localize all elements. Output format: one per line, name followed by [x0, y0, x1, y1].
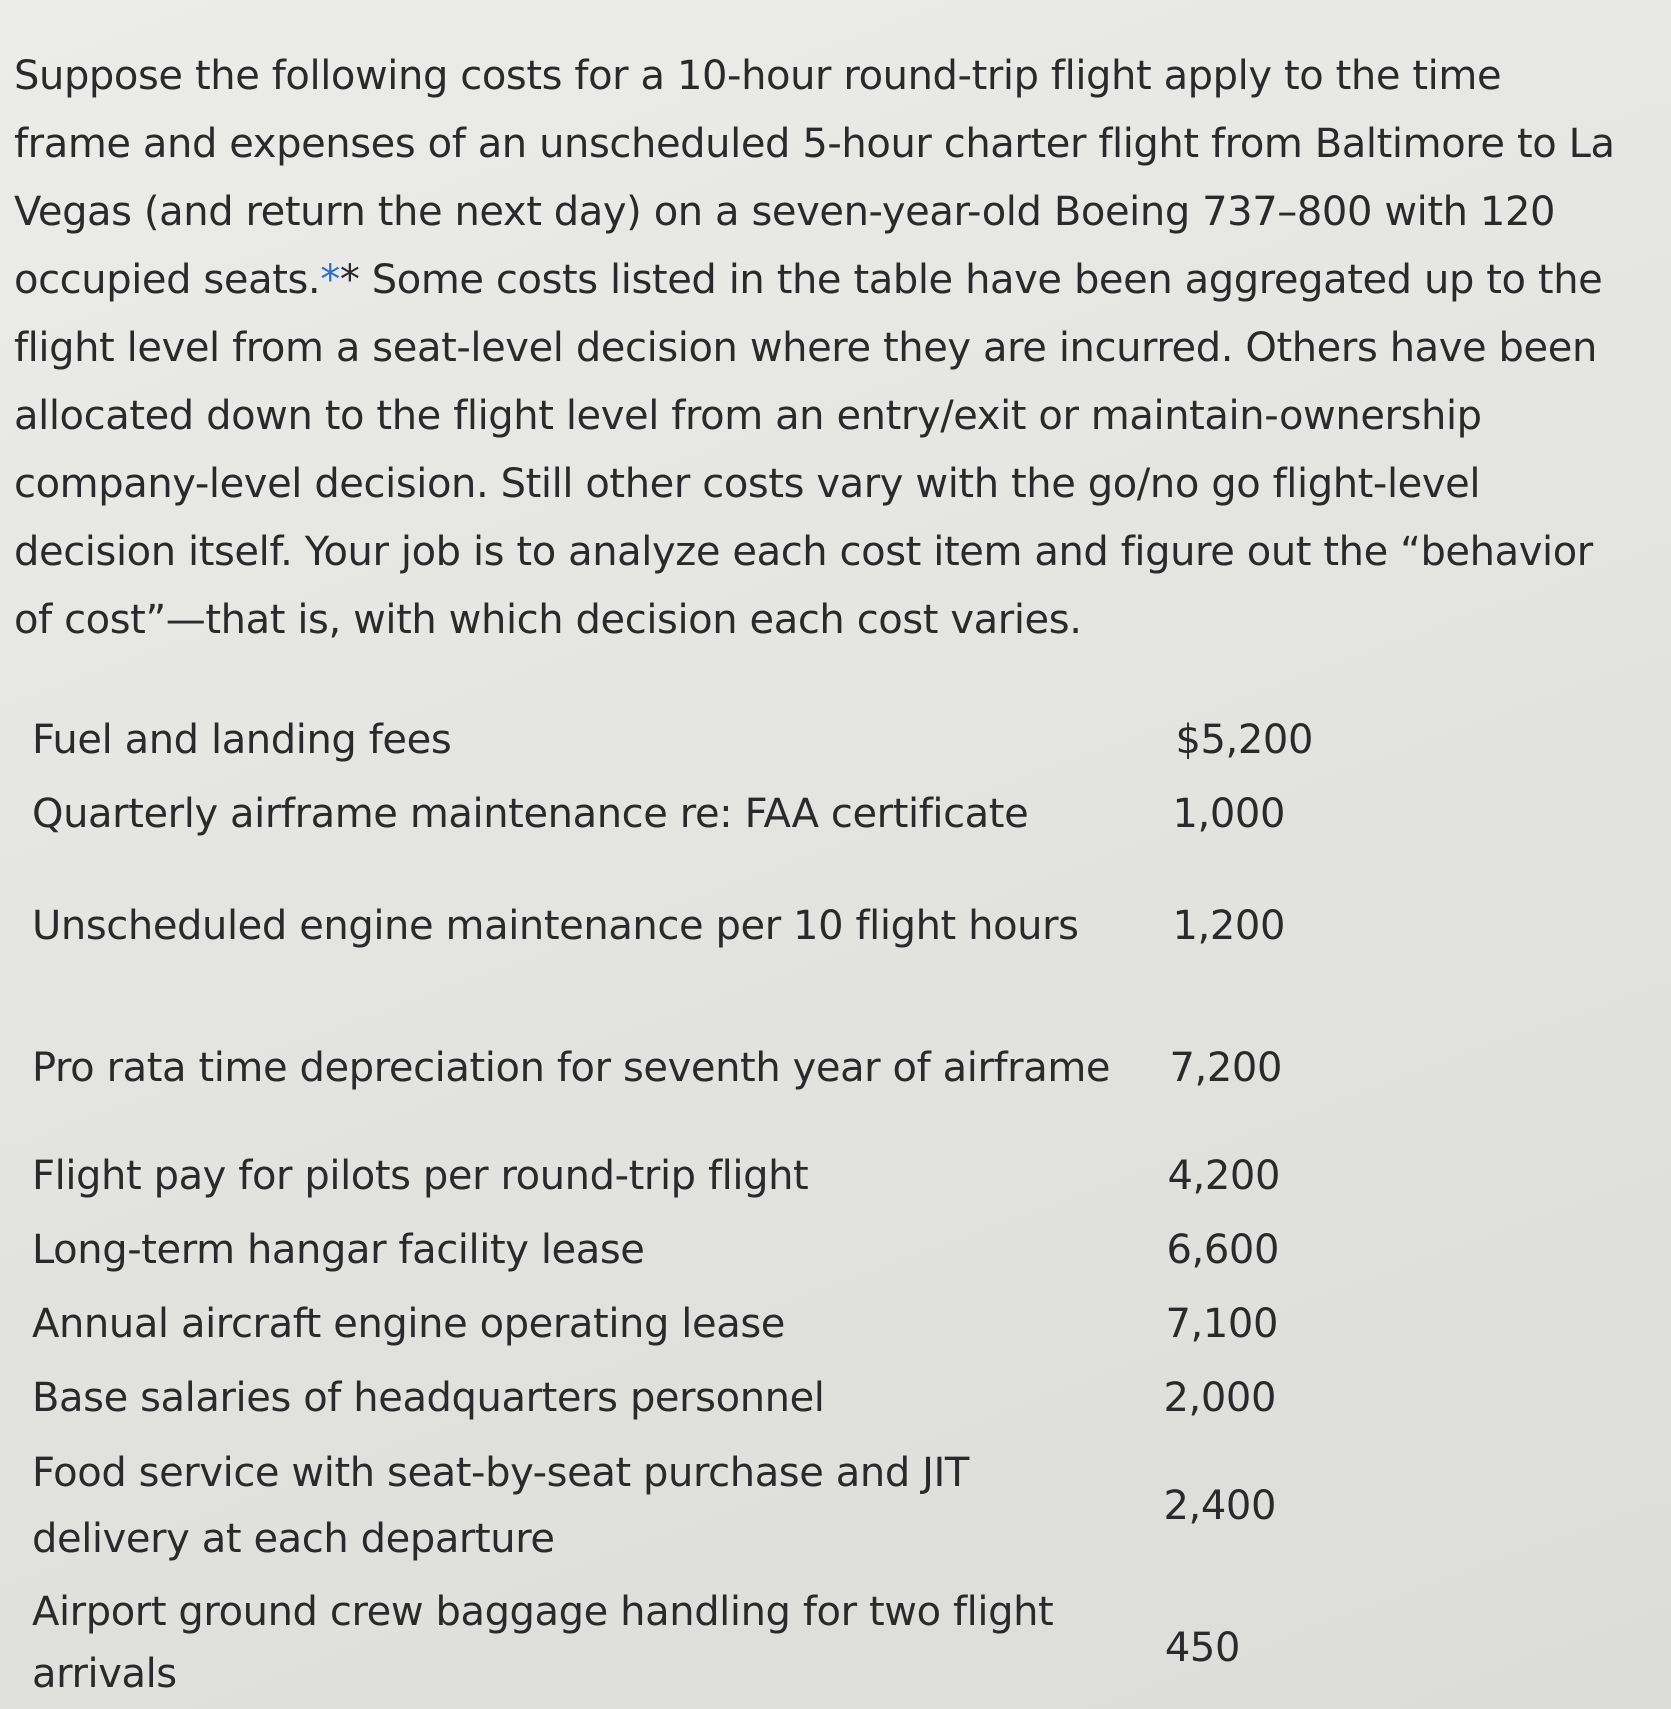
cost-label: Quarterly airframe maintenance re: FAA certificate	[32, 791, 1029, 837]
cost-label: Pro rata time depreciation for seventh year of airframe	[32, 1045, 1111, 1091]
intro-line: allocated down to the flight level from an entry/exit or maintain-ownership	[14, 393, 1482, 439]
intro-line: company-level decision. Still other costs vary with the go/no go flight-level	[14, 461, 1481, 507]
problem-intro-paragraph	[14, 42, 1664, 654]
cost-label: Fuel and landing fees	[32, 717, 452, 763]
cost-label: Unscheduled engine maintenance per 10 flight hours	[32, 903, 1079, 949]
footnote-asterisk-icon: *	[320, 257, 340, 303]
cost-label: Long-term hangar facility lease	[32, 1227, 645, 1273]
cost-amount: 7,200	[1169, 1045, 1282, 1091]
cost-amount: 2,400	[1163, 1483, 1276, 1529]
intro-line: frame and expenses of an unscheduled 5-hour charter flight from Baltimore to La	[14, 121, 1615, 167]
cost-amount: 1,000	[1172, 791, 1285, 837]
cost-amount: $5,200	[1175, 717, 1313, 763]
cost-amount: 1,200	[1172, 903, 1285, 949]
cost-label-line: Food service with seat-by-seat purchase and JIT	[32, 1450, 969, 1496]
intro-line-part: * Some costs listed in the table have been aggregated up to the	[339, 257, 1603, 303]
intro-line: flight level from a seat-level decision where they are incurred. Others have been	[14, 325, 1597, 371]
cost-label: Flight pay for pilots per round-trip flight	[32, 1153, 809, 1199]
intro-line-part: occupied seats.	[14, 257, 321, 303]
intro-line: Vegas (and return the next day) on a seven-year-old Boeing 737–800 with 120	[14, 189, 1556, 235]
cost-label-line: arrivals	[32, 1651, 177, 1697]
cost-amount: 4,200	[1167, 1153, 1280, 1199]
cost-label-line: Airport ground crew baggage handling for two flight	[32, 1589, 1054, 1635]
cost-label-line: delivery at each departure	[32, 1516, 555, 1562]
cost-amount: 2,000	[1163, 1375, 1276, 1421]
intro-line	[14, 246, 1664, 314]
cost-label: Annual aircraft engine operating lease	[32, 1301, 785, 1347]
cost-amount: 7,100	[1165, 1301, 1278, 1347]
cost-amount: 6,600	[1166, 1227, 1279, 1273]
intro-line: Suppose the following costs for a 10-hour round-trip flight apply to the time	[14, 53, 1502, 99]
intro-line: of cost”—that is, with which decision each cost varies.	[14, 597, 1082, 643]
cost-label: Base salaries of headquarters personnel	[32, 1375, 825, 1421]
cost-amount: 450	[1164, 1625, 1240, 1671]
intro-line: decision itself. Your job is to analyze each cost item and figure out the “behavior	[14, 529, 1593, 575]
